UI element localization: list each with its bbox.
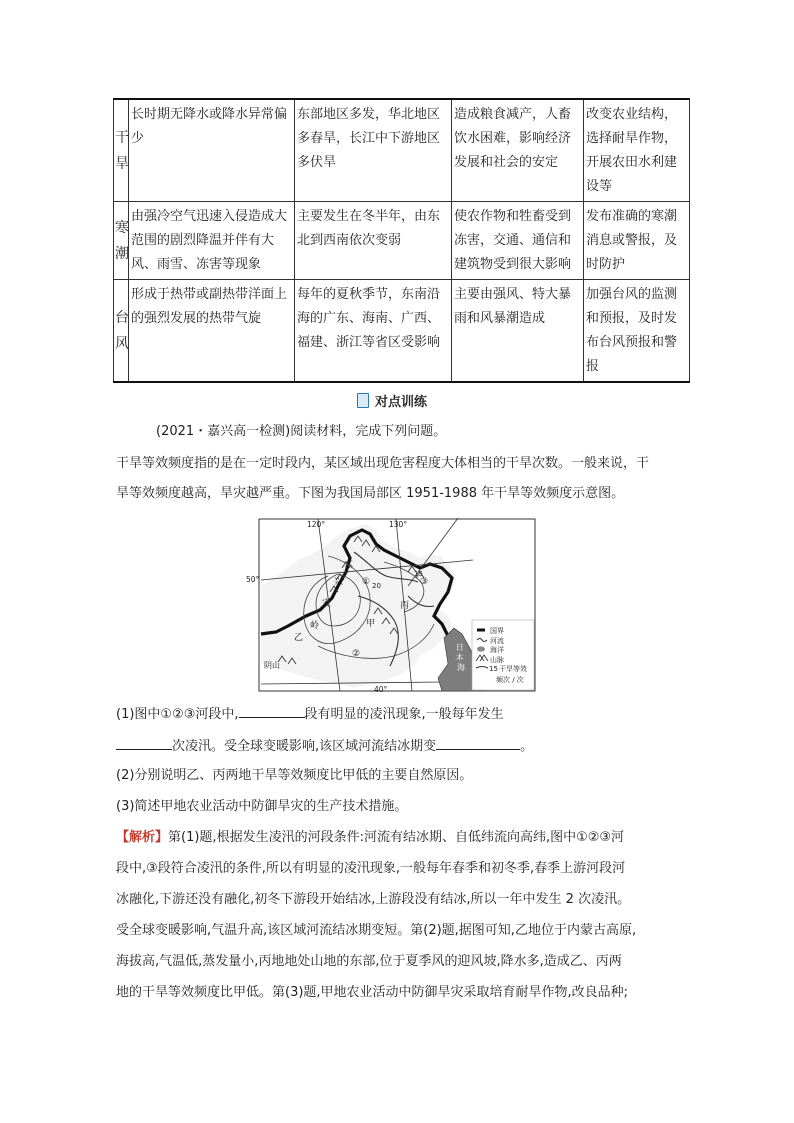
analysis-text: 第(1)题,根据发生凌汛的河段条件:河流有结冰期、自低纬流向高纬,图中①②③河 xyxy=(168,830,625,845)
place-xing: 兴 xyxy=(334,577,344,587)
sea-label-char: 海 xyxy=(457,663,465,672)
section-title xyxy=(357,390,427,410)
legend-label: 干旱等效 xyxy=(499,665,527,673)
place-ling: 岭 xyxy=(310,621,320,631)
place-yinshan: 阴山 xyxy=(264,661,280,670)
disaster-measure: 加强台风的监测和预报，及时发布台风预报和警报 xyxy=(584,280,690,383)
lake-icon xyxy=(477,646,485,651)
disaster-cause: 形成于热带或副热带洋面上的强烈发展的热带气旋 xyxy=(129,280,295,383)
analysis-line-1 xyxy=(116,829,624,847)
disaster-area: 东部地区多发，华北地区多春旱，长江中下游地区多伏旱 xyxy=(295,99,452,202)
question-3: (3)简述甲地农业活动中防御旱灾的生产技术措施。 xyxy=(116,799,408,814)
sea-label-char: 本 xyxy=(455,653,464,662)
q1-part-a: (1)图中①②③河段中, xyxy=(116,707,239,722)
disaster-impact: 造成粮食减产，人畜饮水困难，影响经济发展和社会的安定 xyxy=(452,99,584,202)
analysis-line: 地的干旱等效频度比甲低。第(3)题,甲地农业活动中防御旱灾采取培育耐旱作物,改良品种; xyxy=(116,985,629,1000)
table-row xyxy=(114,280,690,383)
place-jia: 甲 xyxy=(366,619,376,629)
river-section-3: ③ xyxy=(420,577,429,587)
contour-value-15: 15 xyxy=(414,570,423,578)
disaster-impact: 主要由强风、特大暴雨和风暴潮造成 xyxy=(452,280,584,383)
place-bing: 丙 xyxy=(400,601,410,611)
disaster-measure: 改变农业结构，选择耐旱作物，开展农田水利建设等 xyxy=(584,99,690,202)
drought-map xyxy=(246,516,538,696)
legend-label: 海洋 xyxy=(490,646,504,654)
lon-label-120: 120° xyxy=(307,520,326,529)
q1-blank-3[interactable] xyxy=(436,735,520,750)
question-1-line-1 xyxy=(116,703,504,724)
legend-label: 国界 xyxy=(490,627,504,635)
legend-label: 频次 / 次 xyxy=(496,676,524,684)
river-section-2: ② xyxy=(352,649,361,659)
sea-label xyxy=(456,643,467,672)
analysis-line: 冰融化,下游还没有融化,初冬下游段开始结冰,上游段没有结冰,所以一年中发生 2 次凌汛。 xyxy=(116,892,631,907)
disaster-name: 干旱 xyxy=(114,99,129,202)
river-section-1: ① xyxy=(362,577,371,587)
disaster-name: 寒潮 xyxy=(114,202,129,280)
q1-blank-2[interactable] xyxy=(116,735,172,750)
question-1-line-2 xyxy=(116,735,533,756)
legend-value: 15 xyxy=(489,665,498,673)
table-row xyxy=(114,99,690,202)
legend-label: 河流 xyxy=(490,637,504,645)
legend-label: 山脉 xyxy=(490,656,504,664)
question-2: (2)分别说明乙、丙两地干旱等效频度比甲低的主要自然原因。 xyxy=(116,768,473,783)
source-line: (2021・嘉兴高一检测)阅读材料，完成下列问题。 xyxy=(156,424,447,439)
disaster-area: 主要发生在冬半年，由东北到西南依次变弱 xyxy=(295,202,452,280)
disaster-area: 每年的夏秋季节，东南沿海的广东、海南、广西、福建、浙江等省区受影响 xyxy=(295,280,452,383)
q1-part-d: 。 xyxy=(520,739,534,754)
place-da: 大 xyxy=(344,559,354,569)
disaster-cause: 由强冷空气迅速入侵造成大范围的剧烈降温并伴有大风、雨雪、冻害等现象 xyxy=(129,202,295,280)
disaster-cause: 长时期无降水或降水异常偏少 xyxy=(129,99,295,202)
lat-label-50: 50° xyxy=(246,575,260,584)
q1-blank-1[interactable] xyxy=(239,703,305,718)
analysis-tag: 【解析】 xyxy=(116,830,169,845)
contour-value-20: 20 xyxy=(372,582,381,590)
table-row xyxy=(114,202,690,280)
analysis-line: 受全球变暖影响,气温升高,该区域河流结冰期变短。第(2)题,据图可知,乙地位于内蒙古高原, xyxy=(116,923,637,938)
analysis-line: 海拔高,气温低,蒸发量小,丙地地处山地的东部,位于夏季风的迎风坡,降水多,造成乙、丙两 xyxy=(116,954,622,969)
disaster-table xyxy=(113,98,690,383)
lon-label-130: 130° xyxy=(389,520,408,529)
section-title-text: 对点训练 xyxy=(375,394,428,410)
place-yi: 乙 xyxy=(294,633,304,643)
book-icon xyxy=(357,393,369,408)
lat-label-40: 40° xyxy=(374,685,388,694)
disaster-measure: 发布准确的寒潮消息或警报，及时防护 xyxy=(584,202,690,280)
q1-part-b: 段有明显的凌汛现象,一般每年发生 xyxy=(304,707,504,722)
intro-line-2: 旱等效频度越高，旱灾越严重。下图为我国局部区 1951-1988 年干旱等效频度示意图。 xyxy=(116,486,625,501)
q1-part-c: 次凌汛。受全球变暖影响,该区域河流结冰期变 xyxy=(172,739,437,754)
disaster-name: 台风 xyxy=(114,280,129,383)
place-an: 安 xyxy=(322,599,332,609)
intro-line-1: 干旱等效频度指的是在一定时段内，某区域出现危害程度大体相当的干旱次数。一般来说，干 xyxy=(116,456,650,471)
disaster-impact: 使农作物和牲畜受到冻害，交通、通信和建筑物受到很大影响 xyxy=(452,202,584,280)
sea-label-char: 日 xyxy=(455,643,464,652)
analysis-line: 段中,③段符合凌汛的条件,所以有明显的凌汛现象,一般每年春季和初冬季,春季上游河段河 xyxy=(116,861,626,876)
